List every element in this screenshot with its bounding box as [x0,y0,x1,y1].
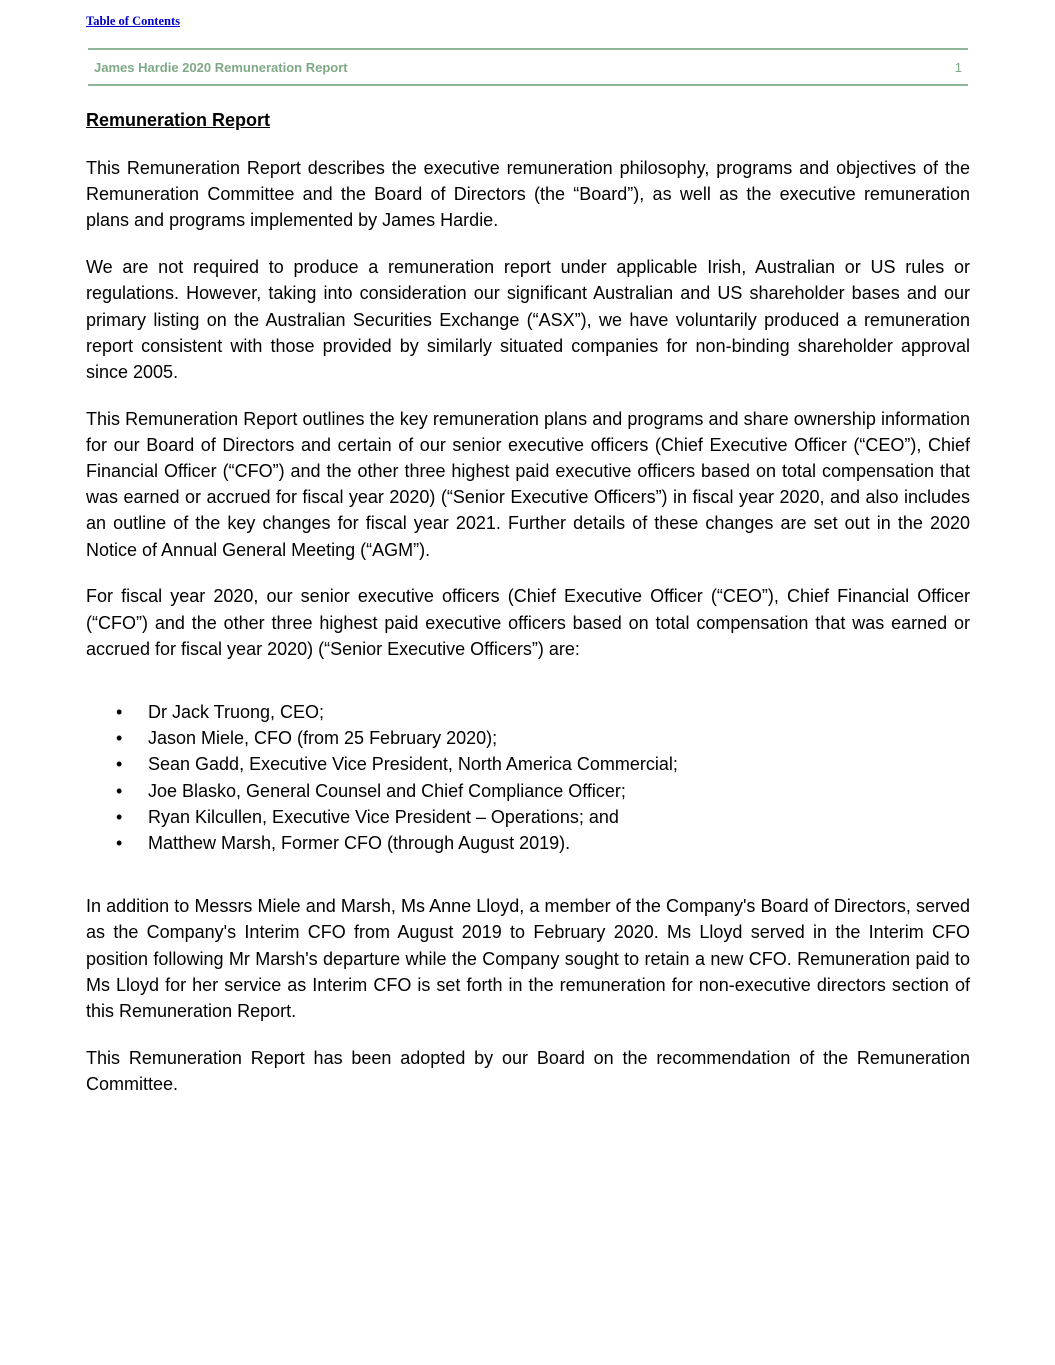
bullet-icon: • [116,832,123,853]
list-item [86,804,970,830]
list-item [86,699,970,725]
bullet-icon: • [116,754,123,775]
bullet-icon: • [116,780,123,801]
officer-name: Sean Gadd, Executive Vice President, North America Commercial; [148,754,678,775]
paragraph-adoption: This Remuneration Report has been adopted by our Board on the recommendation of the Remuneration Committee. [86,1047,970,1094]
officer-name: Joe Blasko, General Counsel and Chief Compliance Officer; [148,780,626,801]
bullet-icon: • [116,701,123,722]
paragraph-scope: This Remuneration Report outlines the key remuneration plans and programs and share ownership information for our Board of Directors and certain of our senior executive officers (Chief Executive Officer (“CEO”), Chief Financial Officer (“CFO”) and the other three highest paid executive officers based on total compensation that was earned or accrued for fiscal year 2020) (“Senior Executive Officers”) in fiscal year 2020, and also includes an outline of the key changes for fiscal year 2021. Further details of these changes are set out in the 2020 Notice of Annual General Meeting (“AGM”). [86,408,970,560]
list-item [86,778,970,804]
paragraph-interim-cfo: In addition to Messrs Miele and Marsh, Ms Anne Lloyd, a member of the Company's Board of Directors, served as the Company's Interim CFO from August 2019 to February 2020. Ms Lloyd served in the Interim CFO position following Mr Marsh's departure while the Company sought to retain a new CFO. Remuneration paid to Ms Lloyd for her service as Interim CFO is set forth in the remuneration for non-executive directors section of this Remuneration Report. [86,896,970,1021]
list-item [86,830,970,856]
officer-name: Matthew Marsh, Former CFO (through August 2019). [148,832,571,853]
document-body [86,108,970,1118]
table-of-contents-link[interactable]: Table of Contents [86,14,180,28]
section-heading: Remuneration Report [86,110,271,130]
bullet-icon: • [116,728,123,749]
officers-list [86,699,970,856]
page-number: 1 [954,60,962,75]
paragraph-officers-intro: For fiscal year 2020, our senior executive officers (Chief Executive Officer (“CEO”), Chief Financial Officer (“CFO”) and the other three highest paid executive officers based on total compensation that was earned or accrued for fiscal year 2020) (“Senior Executive Officers”) are: [86,586,970,659]
bullet-icon: • [116,806,123,827]
officer-name: Ryan Kilcullen, Executive Vice President – Operations; and [148,806,619,827]
officer-name: Jason Miele, CFO (from 25 February 2020); [148,728,498,749]
running-header [88,48,968,86]
report-title: James Hardie 2020 Remuneration Report [94,60,348,75]
list-item [86,751,970,777]
officer-name: Dr Jack Truong, CEO; [148,701,325,722]
list-item [86,725,970,751]
paragraph-intro: This Remuneration Report describes the executive remuneration philosophy, programs and objectives of the Remuneration Committee and the Board of Directors (the “Board”), as well as the executive remuneration plans and programs implemented by James Hardie. [86,158,970,231]
paragraph-voluntary-report: We are not required to produce a remuneration report under applicable Irish, Australian or US rules or regulations. However, taking into consideration our significant Australian and US shareholder bases and our primary listing on the Australian Securities Exchange (“ASX”), we have voluntarily produced a remuneration report consistent with those provided by similarly situated companies for non-binding shareholder approval since 2005. [86,257,970,382]
